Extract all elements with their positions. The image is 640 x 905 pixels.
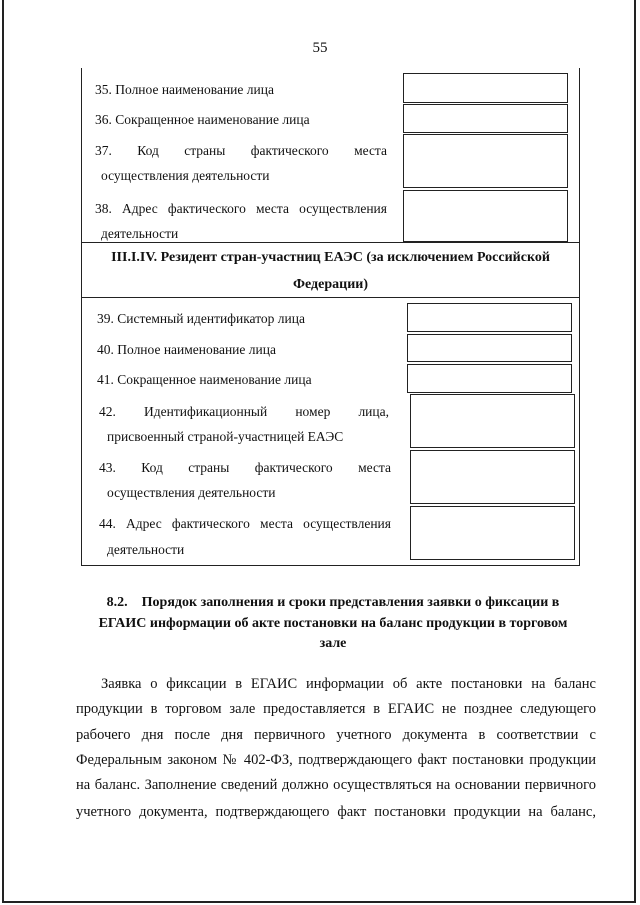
field-39-input[interactable] — [407, 303, 572, 332]
field-40-label: 40. Полное наименование лица — [97, 342, 276, 357]
field-37-input[interactable] — [403, 134, 568, 188]
field-44-label-line2: деятельности — [107, 542, 185, 557]
section-8-2-title-line3: зале — [319, 636, 347, 651]
field-35-label: 35. Полное наименование лица — [95, 82, 274, 97]
field-38-label-line2: деятельности — [101, 226, 179, 241]
section-8-2-title-line1: 8.2. Порядок заполнения и сроки представления заявки о фиксации в — [106, 595, 560, 610]
field-42-input[interactable] — [410, 394, 575, 448]
field-44-input[interactable] — [410, 506, 575, 560]
field-35-input[interactable] — [403, 73, 568, 103]
field-38-input[interactable] — [403, 190, 568, 242]
paragraph-line1: Заявка о фиксации в ЕГАИС информации об акте постановки на баланс — [101, 676, 596, 692]
field-43-label-line2: осуществления деятельности — [107, 485, 276, 500]
field-44-label-line1: 44. Адрес фактического места осуществления — [99, 516, 391, 531]
field-43-label-line1: 43. Код страны фактического места — [99, 460, 391, 475]
field-43-input[interactable] — [410, 450, 575, 504]
field-39-label: 39. Системный идентификатор лица — [97, 311, 305, 326]
field-37-label-line2: осуществления деятельности — [101, 168, 270, 183]
section-8-2-title-line2: ЕГАИС информации об акте постановки на баланс продукции в торговом — [98, 616, 568, 631]
field-36-input[interactable] — [403, 104, 568, 133]
paragraph-line2: продукции в торговом зале предоставляется в ЕГАИС не позднее следующего — [76, 701, 596, 717]
section-header-line1: III.I.IV. Резидент стран-участниц ЕАЭС (за исключением Российской — [111, 250, 550, 265]
field-42-label-line1: 42. Идентификационный номер лица, — [99, 404, 389, 419]
field-36-label: 36. Сокращенное наименование лица — [95, 112, 310, 127]
section-header-line2: Федерации) — [293, 277, 368, 292]
field-42-label-line2: присвоенный страной-участницей ЕАЭС — [107, 429, 344, 444]
paragraph-line6: учетного документа, подтверждающего факт постановки продукции на баланс, — [76, 804, 596, 820]
field-41-input[interactable] — [407, 364, 572, 393]
paragraph-line4: Федеральным законом № 402-ФЗ, подтверждающего факт постановки продукции — [76, 752, 596, 768]
field-41-label: 41. Сокращенное наименование лица — [97, 372, 312, 387]
field-40-input[interactable] — [407, 334, 572, 362]
page-number: 55 — [312, 40, 328, 56]
paragraph-line5: на баланс. Заполнение сведений должно осуществляться на основании первичного — [76, 777, 596, 793]
paragraph-line3: рабочего дня после дня первичного учетного документа в соответствии с — [76, 727, 596, 743]
field-38-label-line1: 38. Адрес фактического места осуществления — [95, 201, 387, 216]
section-header-iii-i-iv — [82, 242, 579, 298]
field-37-label-line1: 37. Код страны фактического места — [95, 143, 387, 158]
